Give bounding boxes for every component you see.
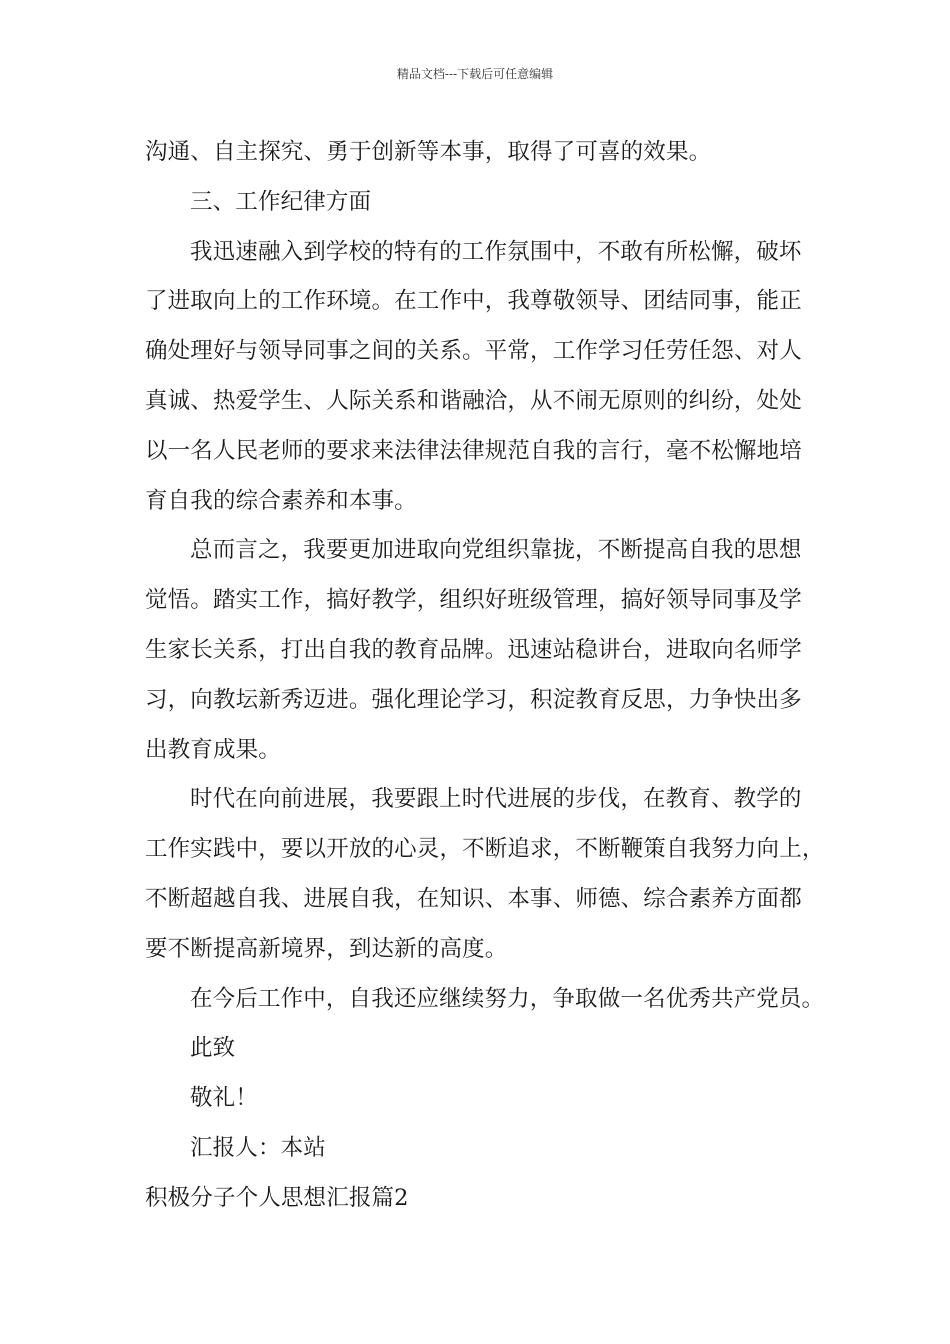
next-article-title: 积极分子个人思想汇报篇2 [145, 1184, 409, 1211]
body-line: 觉悟。踏实工作，搞好教学，组织好班级管理，搞好领导同事及学 [145, 587, 802, 614]
body-line: 在今后工作中，自我还应继续努力，争取做一名优秀共产党员。 [190, 985, 825, 1012]
body-line: 时代在向前进展，我要跟上时代进展的步伐，在教育、教学的 [190, 786, 802, 813]
body-line: 我迅速融入到学校的特有的工作氛围中，不敢有所松懈，破坏 [190, 238, 802, 265]
section-heading: 三、工作纪律方面 [190, 188, 372, 215]
body-line: 沟通、自主探究、勇于创新等本事，取得了可喜的效果。 [145, 139, 712, 165]
body-line: 习，向教坛新秀迈进。强化理论学习，积淀教育反思，力争快出多 [145, 686, 802, 713]
body-line: 总而言之，我要更加进取向党组织靠拢，不断提高自我的思想 [190, 537, 802, 564]
body-line: 以一名人民老师的要求来法律法律规范自我的言行，毫不松懈地培 [145, 437, 802, 464]
body-line: 出教育成果。 [145, 736, 281, 763]
page-header: 精品文档---下载后可任意编辑 [396, 67, 554, 81]
body-line: 不断超越自我、进展自我，在知识、本事、师德、综合素养方面都 [145, 885, 802, 912]
closing-salutation: 此致 [190, 1035, 236, 1062]
reporter-signature: 汇报人：本站 [190, 1134, 326, 1161]
body-line: 生家长关系，打出自我的教育品牌。迅速站稳讲台，进取向名师学 [145, 636, 802, 663]
body-line: 了进取向上的工作环境。在工作中，我尊敬领导、团结同事，能正 [145, 288, 802, 315]
body-line: 确处理好与领导同事之间的关系。平常，工作学习任劳任怨、对人 [145, 338, 802, 365]
body-line: 真诚、热爱学生、人际关系和谐融洽，从不闹无原则的纠纷，处处 [145, 387, 802, 414]
closing-regards: 敬礼！ [190, 1085, 258, 1112]
body-line: 工作实践中，要以开放的心灵，不断追求，不断鞭策自我努力向上， [145, 836, 825, 863]
body-line: 育自我的综合素养和本事。 [145, 487, 417, 514]
body-line: 要不断提高新境界，到达新的高度。 [145, 935, 508, 962]
document-body [145, 128, 825, 1224]
